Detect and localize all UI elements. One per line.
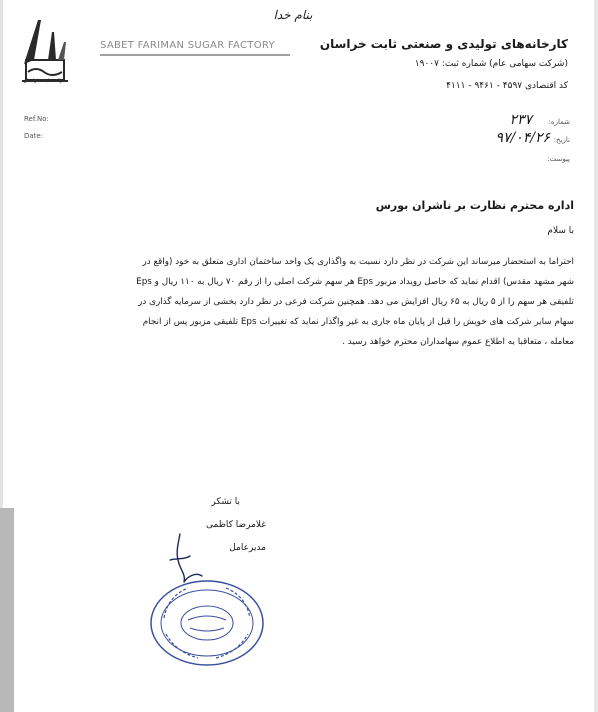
letter-body (14, 252, 574, 352)
letter-date: ۹۷/۰۴/۲۶ (495, 130, 550, 146)
body-line: احتراما به استحضار میرساند این شرکت در نظر دارد نسبت به واگذاری یک واحد ساختمان اداری متعلق به خود (واقع در (142, 257, 574, 267)
signatory-title: مدیرعامل (229, 543, 266, 553)
ref-no-label: Ref.No: (24, 115, 49, 123)
greeting: با سلام (547, 226, 574, 236)
body-line: شهر مشهد مقدس) اقدام نماید که حاصل رویداد مزبور Eps هر سهم شرکت اصلی را از رقم ۷۰ ریال به ۱۱۰ ریال و Eps (136, 277, 574, 287)
recipient: اداره محترم نظارت بر ناشران بورس (375, 199, 574, 212)
body-line: تلفیقی هر سهم را از ۵ ریال به ۶۵ ریال افزایش می دهد. همچنین شرکت فرعی در نظر دارد بخشی از سرمایه گذاری در (138, 297, 574, 307)
address-line (112, 59, 282, 67)
registration-number: (شرکت سهامی عام) شماره ثبت: ۱۹۰۰۷ (414, 59, 568, 69)
attachment-label-persian: پیوست: (547, 155, 570, 163)
contact-line (112, 68, 282, 76)
basmala: بنام خدا (273, 8, 313, 22)
header-underline (100, 54, 290, 56)
closing-thanks: با تشکر (211, 497, 240, 507)
scan-edge-right (594, 0, 598, 712)
body-line: معامله ، متعاقبا به اطلاع عموم سهامداران محترم خواهد رسید . (342, 337, 574, 347)
company-stamp (148, 578, 266, 668)
economic-code: کد اقتصادی ۴۵۹۷ - ۹۴۶۱ - ۴۱۱۱ (446, 81, 568, 91)
number-label-persian: شماره: (548, 118, 570, 126)
signatory-name: غلامرضا کاظمی (205, 520, 266, 530)
company-name-persian: کارخانه‌های تولیدی و صنعتی ثابت خراسان (319, 37, 568, 51)
body-line: سهام سایر شرکت های خویش را قبل از پایان ماه جاری به غیر واگذار نماید که تغییرات Eps تلفیقی مزبور پس از انجام (142, 317, 574, 327)
letter-number: ۲۳۷ (509, 112, 532, 128)
date-label-persian: تاریخ: (553, 136, 570, 144)
company-name-english: SABET FARIMAN SUGAR FACTORY (100, 40, 275, 51)
date-label: Date: (24, 132, 44, 140)
scan-shadow-strip (0, 508, 14, 712)
logo-caption: شرکت ثابت خراسان (23, 78, 67, 84)
